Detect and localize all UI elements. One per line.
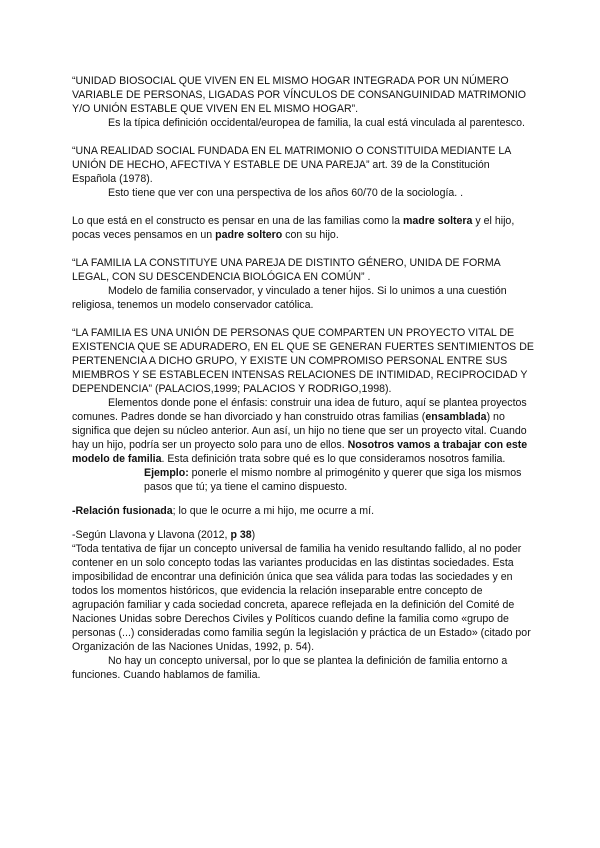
text-span: Elementos donde pone el énfasis: construir una idea de futuro, aquí se plantea proyectos comunes. Padres donde se han divorciado y han construido otras familias ( bbox=[72, 397, 527, 423]
bold-ensamblada: ensamblada bbox=[425, 411, 487, 423]
text-span: ) no significa que dejen su núcleo anterior. Aun así, un hijo no tiene que ser un proyecto vital. Cuando hay un hijo, podría ser un proyecto solo para uno de ellos. bbox=[72, 411, 527, 451]
definition-quote-2: “UNA REALIDAD SOCIAL FUNDADA EN EL MATRIMONIO O CONSTITUIDA MEDIANTE LA UNIÓN DE HECHO, AFECTIVA Y ESTABLE DE UNA PAREJA” art. 39 de la Constitución Española (1978). bbox=[72, 145, 511, 185]
bold-madre-soltera: madre soltera bbox=[402, 215, 473, 227]
example-paragraph bbox=[72, 466, 534, 494]
definition-quote-4: “LA FAMILIA ES UNA UNIÓN DE PERSONAS QUE COMPARTEN UN PROYECTO VITAL DE EXISTENCIA QUE SE ADURADERO, EN EL QUE SE GENERAN FUERTES SENTIMIENTOS DE PERTENENCIA A DICHO GRUPO, Y EXISTE UN COMPROMISO PERSONAL ENTRE SUS MIEMBROS Y SE ESTABLECEN INTENSAS RELACIONES DE INTIMIDAD, RECIPROCIDAD Y DEPENDENCIA” (PALACIOS,1999; PALACIOS Y RODRIGO,1998). bbox=[72, 327, 534, 395]
comment-4 bbox=[72, 396, 534, 466]
text-span: ) bbox=[251, 529, 256, 541]
comment-5: No hay un concepto universal, por lo que se plantea la definición de familia entorno a funciones. Cuando hablamos de familia. bbox=[72, 655, 508, 681]
document-body bbox=[72, 74, 534, 682]
text-span: y el hijo, pocas veces pensamos en un bbox=[72, 215, 515, 241]
text-span: -Según Llavona y Llavona (2012, bbox=[72, 529, 231, 541]
definition-quote-3: “LA FAMILIA LA CONSTITUYE UNA PAREJA DE DISTINTO GÉNERO, UNIDA DE FORMA LEGAL, CON SU DESCENDENCIA BIOLÓGICA EN COMÚN” . bbox=[72, 257, 501, 283]
relacion-fusionada bbox=[72, 504, 534, 518]
page-ref: p 38 bbox=[230, 529, 252, 541]
example-label: Ejemplo: bbox=[144, 467, 189, 479]
paragraph-constructo bbox=[72, 214, 534, 242]
text-span: . Esta definición trata sobre qué es lo que consideramos nosotros familia. bbox=[161, 453, 506, 465]
source-line bbox=[72, 528, 534, 542]
bold-padre-soltero: padre soltero bbox=[215, 229, 283, 241]
bold-nosotros-modelo: Nosotros vamos a trabajar con este modelo de familia bbox=[72, 439, 528, 465]
text-span: ponerle el mismo nombre al primogénito y querer que siga los mismos pasos que tú; ya tiene el camino dispuesto. bbox=[144, 467, 522, 493]
comment-1: Es la típica definición occidental/europea de familia, la cual está vinculada al parentesco. bbox=[108, 117, 525, 129]
comment-3: Modelo de familia conservador, y vinculado a tener hijos. Si lo unimos a una cuestión religiosa, tenemos un modelo conservador católica. bbox=[72, 285, 507, 311]
text-span: ; lo que le ocurre a mi hijo, me ocurre a mí. bbox=[172, 505, 375, 517]
comment-2: Esto tiene que ver con una perspectiva de los años 60/70 de la sociología. . bbox=[108, 187, 464, 199]
definition-quote-1: “UNIDAD BIOSOCIAL QUE VIVEN EN EL MISMO HOGAR INTEGRADA POR UN NÚMERO VARIABLE DE PERSONAS, LIGADAS POR VÍNCULOS DE CONSANGUINIDAD MATRIMONIO Y/O UNIÓN ESTABLE QUE VIVEN EN EL MISMO HOGAR”. bbox=[72, 75, 527, 115]
text-span: Lo que está en el constructo es pensar en una de las familias como la bbox=[72, 215, 403, 227]
definition-quote-5: “Toda tentativa de fijar un concepto universal de familia ha venido resultando fallido, al no poder contener en un solo concepto todas las variantes producidas en las distintas sociedades. Esta imposibilidad de encontrar una definición única que sea válida para todas las sociedades y en todos los momentos históricos, que evidencia la relación inseparable entre concepto de agrupación familiar y cada sociedad concreta, aparece reflejada en la definición del Comité de Naciones Unidas sobre Derechos Civiles y Políticos cuando define la familia como «grupo de personas (...) consideradas como familia según la legislación y práctica de un Estado» (citado por Organización de las Naciones Unidas, 1992, p. 54). bbox=[72, 543, 531, 653]
relacion-label: -Relación fusionada bbox=[72, 505, 173, 517]
text-span: con su hijo. bbox=[282, 229, 339, 241]
